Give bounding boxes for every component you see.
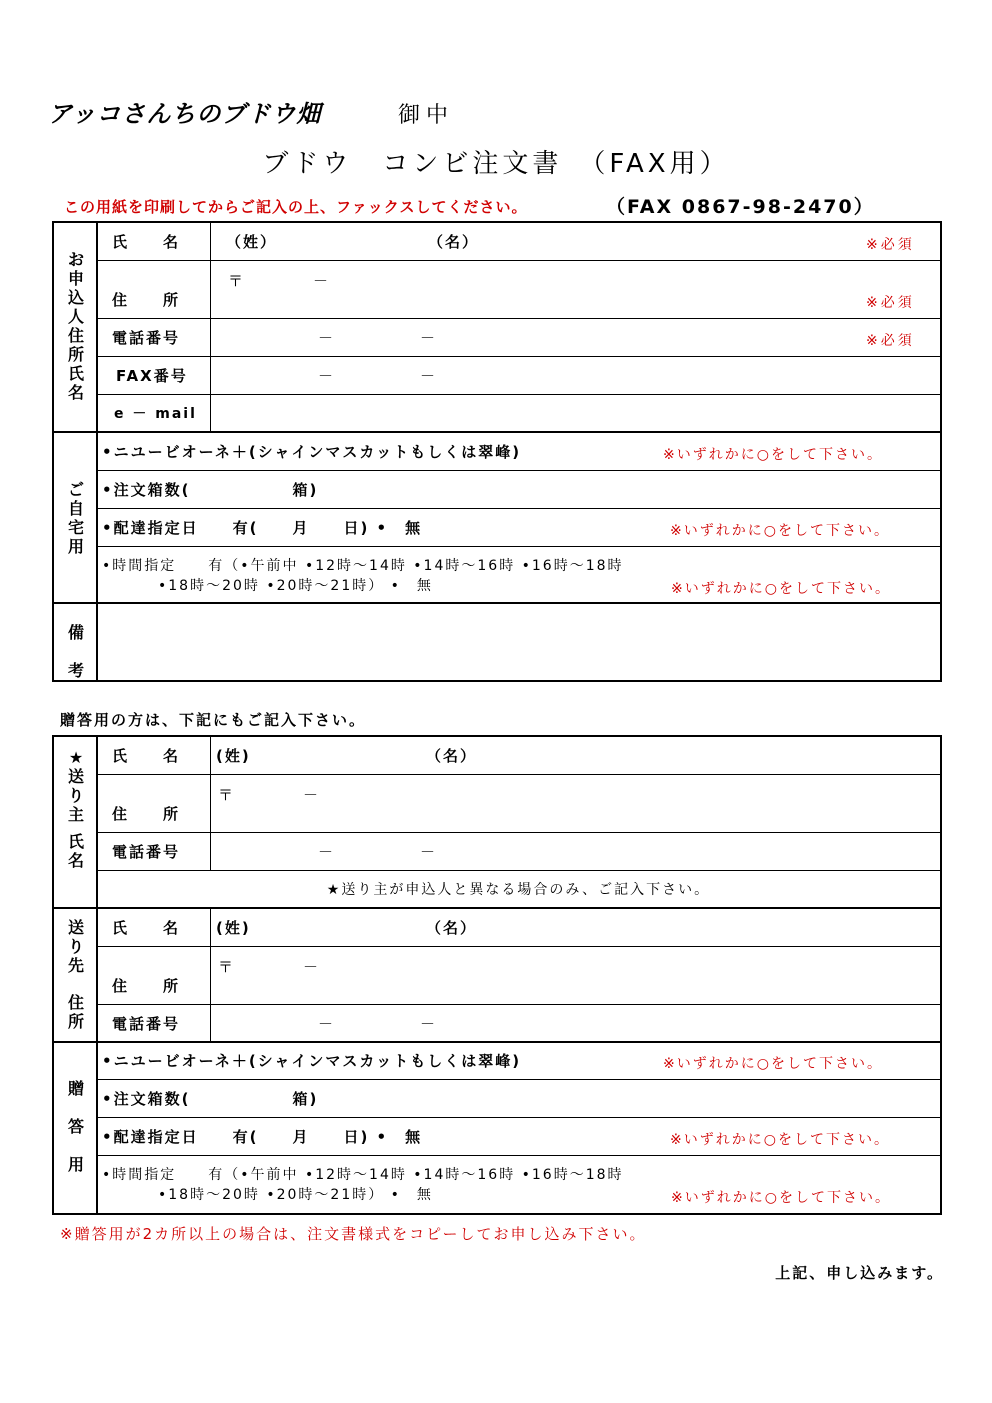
applicant-email-field[interactable] xyxy=(214,398,934,428)
gift-variety-option[interactable]: •ニユービオーネ＋(シャインマスカットもしくは翠峰) xyxy=(102,1052,522,1070)
applicant-phone-field[interactable]: － － xyxy=(318,329,438,347)
applicant-phone-label: 電話番号 xyxy=(112,329,181,347)
closing-text: 上記、申し込みます。 xyxy=(775,1264,944,1282)
remarks-field[interactable] xyxy=(100,606,936,678)
choose-note: ※いずれかに○をして下さい。 xyxy=(671,1190,891,1206)
recipient-phone-label: 電話番号 xyxy=(112,1015,181,1033)
home-delivery-date-field[interactable]: •配達指定日 有( 月 日) • 無 xyxy=(102,519,423,537)
gift-time-options-2[interactable]: •18時～20時 •20時～21時） • 無 xyxy=(158,1187,433,1203)
page-title: ブドウ コンビ注文書 （FAX用） xyxy=(262,149,730,179)
choose-note: ※いずれかに○をして下さい。 xyxy=(663,447,883,463)
required-mark: ※必須 xyxy=(866,237,915,253)
applicant-email-label: e － mail xyxy=(114,406,197,422)
applicant-surname-field[interactable]: （姓） xyxy=(226,233,278,251)
sender-postal-field[interactable]: 〒 － xyxy=(218,786,321,804)
gift-time-options[interactable]: •時間指定 有（•午前中 •12時～14時 •14時～16時 •16時～18時 xyxy=(102,1167,624,1183)
required-mark: ※必須 xyxy=(866,295,915,311)
applicant-section-label: お 申 込 人 住 所 氏 名 xyxy=(67,250,84,402)
applicant-fax-field[interactable]: － － xyxy=(318,367,438,385)
choose-note: ※いずれかに○をして下さい。 xyxy=(671,581,891,597)
applicant-address-label: 住 所 xyxy=(112,291,181,309)
sender-name-label: 氏 名 xyxy=(112,747,181,765)
applicant-name-label: 氏 名 xyxy=(112,233,181,251)
print-notice: この用紙を印刷してからご記入の上、ファックスしてください。 xyxy=(64,198,528,216)
onchu-label: 御中 xyxy=(398,103,455,128)
home-variety-option[interactable]: •ニユービオーネ＋(シャインマスカットもしくは翠峰) xyxy=(102,443,522,461)
home-box-count-field[interactable]: •注文箱数( 箱) xyxy=(102,481,319,499)
recipient-surname-field[interactable]: (姓) xyxy=(216,919,251,937)
copy-note: ※贈答用が2カ所以上の場合は、注文書様式をコピーしてお申し込み下さい。 xyxy=(60,1225,647,1243)
gift-delivery-date-field[interactable]: •配達指定日 有( 月 日) • 無 xyxy=(102,1128,423,1146)
home-section-label: ご 自 宅 用 xyxy=(67,480,84,556)
fax-number: （FAX 0867-98-2470） xyxy=(606,196,875,218)
sender-phone-label: 電話番号 xyxy=(112,843,181,861)
recipient-address-label: 住 所 xyxy=(112,977,181,995)
choose-note: ※いずれかに○をして下さい。 xyxy=(670,1132,890,1148)
applicant-fax-label: FAX番号 xyxy=(116,367,188,385)
gift-intro: 贈答用の方は、下記にもご記入下さい。 xyxy=(60,711,367,729)
choose-note: ※いずれかに○をして下さい。 xyxy=(663,1056,883,1072)
sender-given-name-field[interactable]: （名） xyxy=(426,747,478,765)
recipient-postal-field[interactable]: 〒 － xyxy=(218,958,321,976)
recipient-section-label: 送 り 先 住 所 xyxy=(67,918,84,1031)
choose-note: ※いずれかに○をして下さい。 xyxy=(670,523,890,539)
sender-phone-field[interactable]: － － xyxy=(318,843,438,861)
recipient-phone-field[interactable]: － － xyxy=(318,1015,438,1033)
gift-box-count-field[interactable]: •注文箱数( 箱) xyxy=(102,1090,319,1108)
home-time-options-2[interactable]: •18時～20時 •20時～21時） • 無 xyxy=(158,578,433,594)
recipient-given-name-field[interactable]: （名） xyxy=(426,919,478,937)
shop-name: アッコさんちのブドウ畑 xyxy=(48,100,322,128)
gift-section-label: 贈 答 用 xyxy=(67,1079,84,1174)
sender-note: ★送り主が申込人と異なる場合のみ、ご記入下さい。 xyxy=(326,882,711,898)
applicant-postal-field[interactable]: 〒 － xyxy=(228,272,331,290)
remarks-section-label: 備 考 xyxy=(67,623,84,680)
sender-surname-field[interactable]: (姓) xyxy=(216,747,251,765)
sender-section-label: ★ 送 り 主 氏 名 xyxy=(67,748,84,870)
required-mark: ※必須 xyxy=(866,333,915,349)
recipient-name-label: 氏 名 xyxy=(112,919,181,937)
home-time-options[interactable]: •時間指定 有（•午前中 •12時～14時 •14時～16時 •16時～18時 xyxy=(102,558,624,574)
applicant-given-name-field[interactable]: （名） xyxy=(428,233,480,251)
sender-address-label: 住 所 xyxy=(112,805,181,823)
